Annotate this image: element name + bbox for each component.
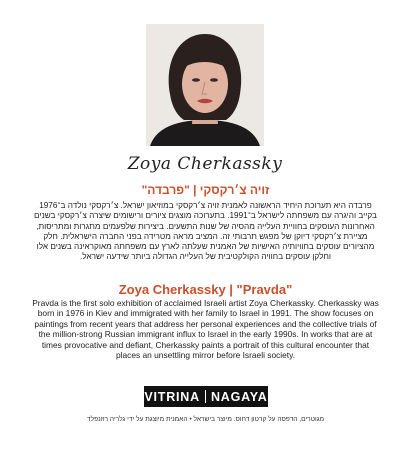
logo-divider — [205, 390, 206, 403]
english-title: Zoya Cherkassky | "Pravda" — [118, 282, 293, 297]
logo-right-text: NAGAYA — [210, 389, 268, 404]
artist-signature: Zoya Cherkassky — [127, 154, 283, 174]
hebrew-title: זויה צ׳רקסקי | "פרבדה" — [141, 183, 270, 197]
vitrina-nagaya-logo — [144, 386, 268, 407]
artist-portrait — [146, 24, 264, 146]
portrait-image — [146, 24, 264, 146]
footer-credits: מגוטרים, הדפסה על קרטון דחוס. מיוצר בישראל • האמנית מיוצגת על ידי גלריה רוזנפלד — [86, 416, 325, 423]
logo-left-text: VITRINA — [144, 389, 200, 404]
english-description: Pravda is the first solo exhibition of acclaimed Israeli artist Zoya Cherkassky. Cherkassky was born in 1976 in Kiev and immigrated with her family to Israel in 1991. The show focuses on paintings from recent years that address her personal experiences and the collective trials of the million-strong Russian immigrant influx to Israel in the early 1990s. In works that are at times provocative and defiant, Cherkassky paints a portrait of this cultural encounter that places an unsettling mirror before Israeli society. — [32, 298, 379, 361]
hebrew-description: פרבדה היא תערוכת היחיד הראשונה לאמנית זויה צ׳רקסקי במוזיאון ישראל. צ׳רקסקי נולדה ב־1976 בקייב והיגרה עם משפחתה לישראל ב־1991. בתערוכה מוצגים ציורים ורישומים שיצרה צ׳רקסקי בשנים האחרונות העוסקים בחוויית העלייה מהסיה של שנות התשעים. ביצירות שלפעמים מתגרות ומתריסות, מציירת צ׳רקסקי דיוקן של מפגש תרבותי זה. המציב מראה מטרידה בפני החברה הישראלית. חלק מהציורים עוסקים בחוויותיה האישיות של האמנית שעלתה לארץ עם משפחתה מאוקראינה בשנים אלו וחלקן עוסקים בחוויה הקולקטיבית של העלייה הגדולה ביותר שידעה ישראל. — [34, 201, 377, 262]
